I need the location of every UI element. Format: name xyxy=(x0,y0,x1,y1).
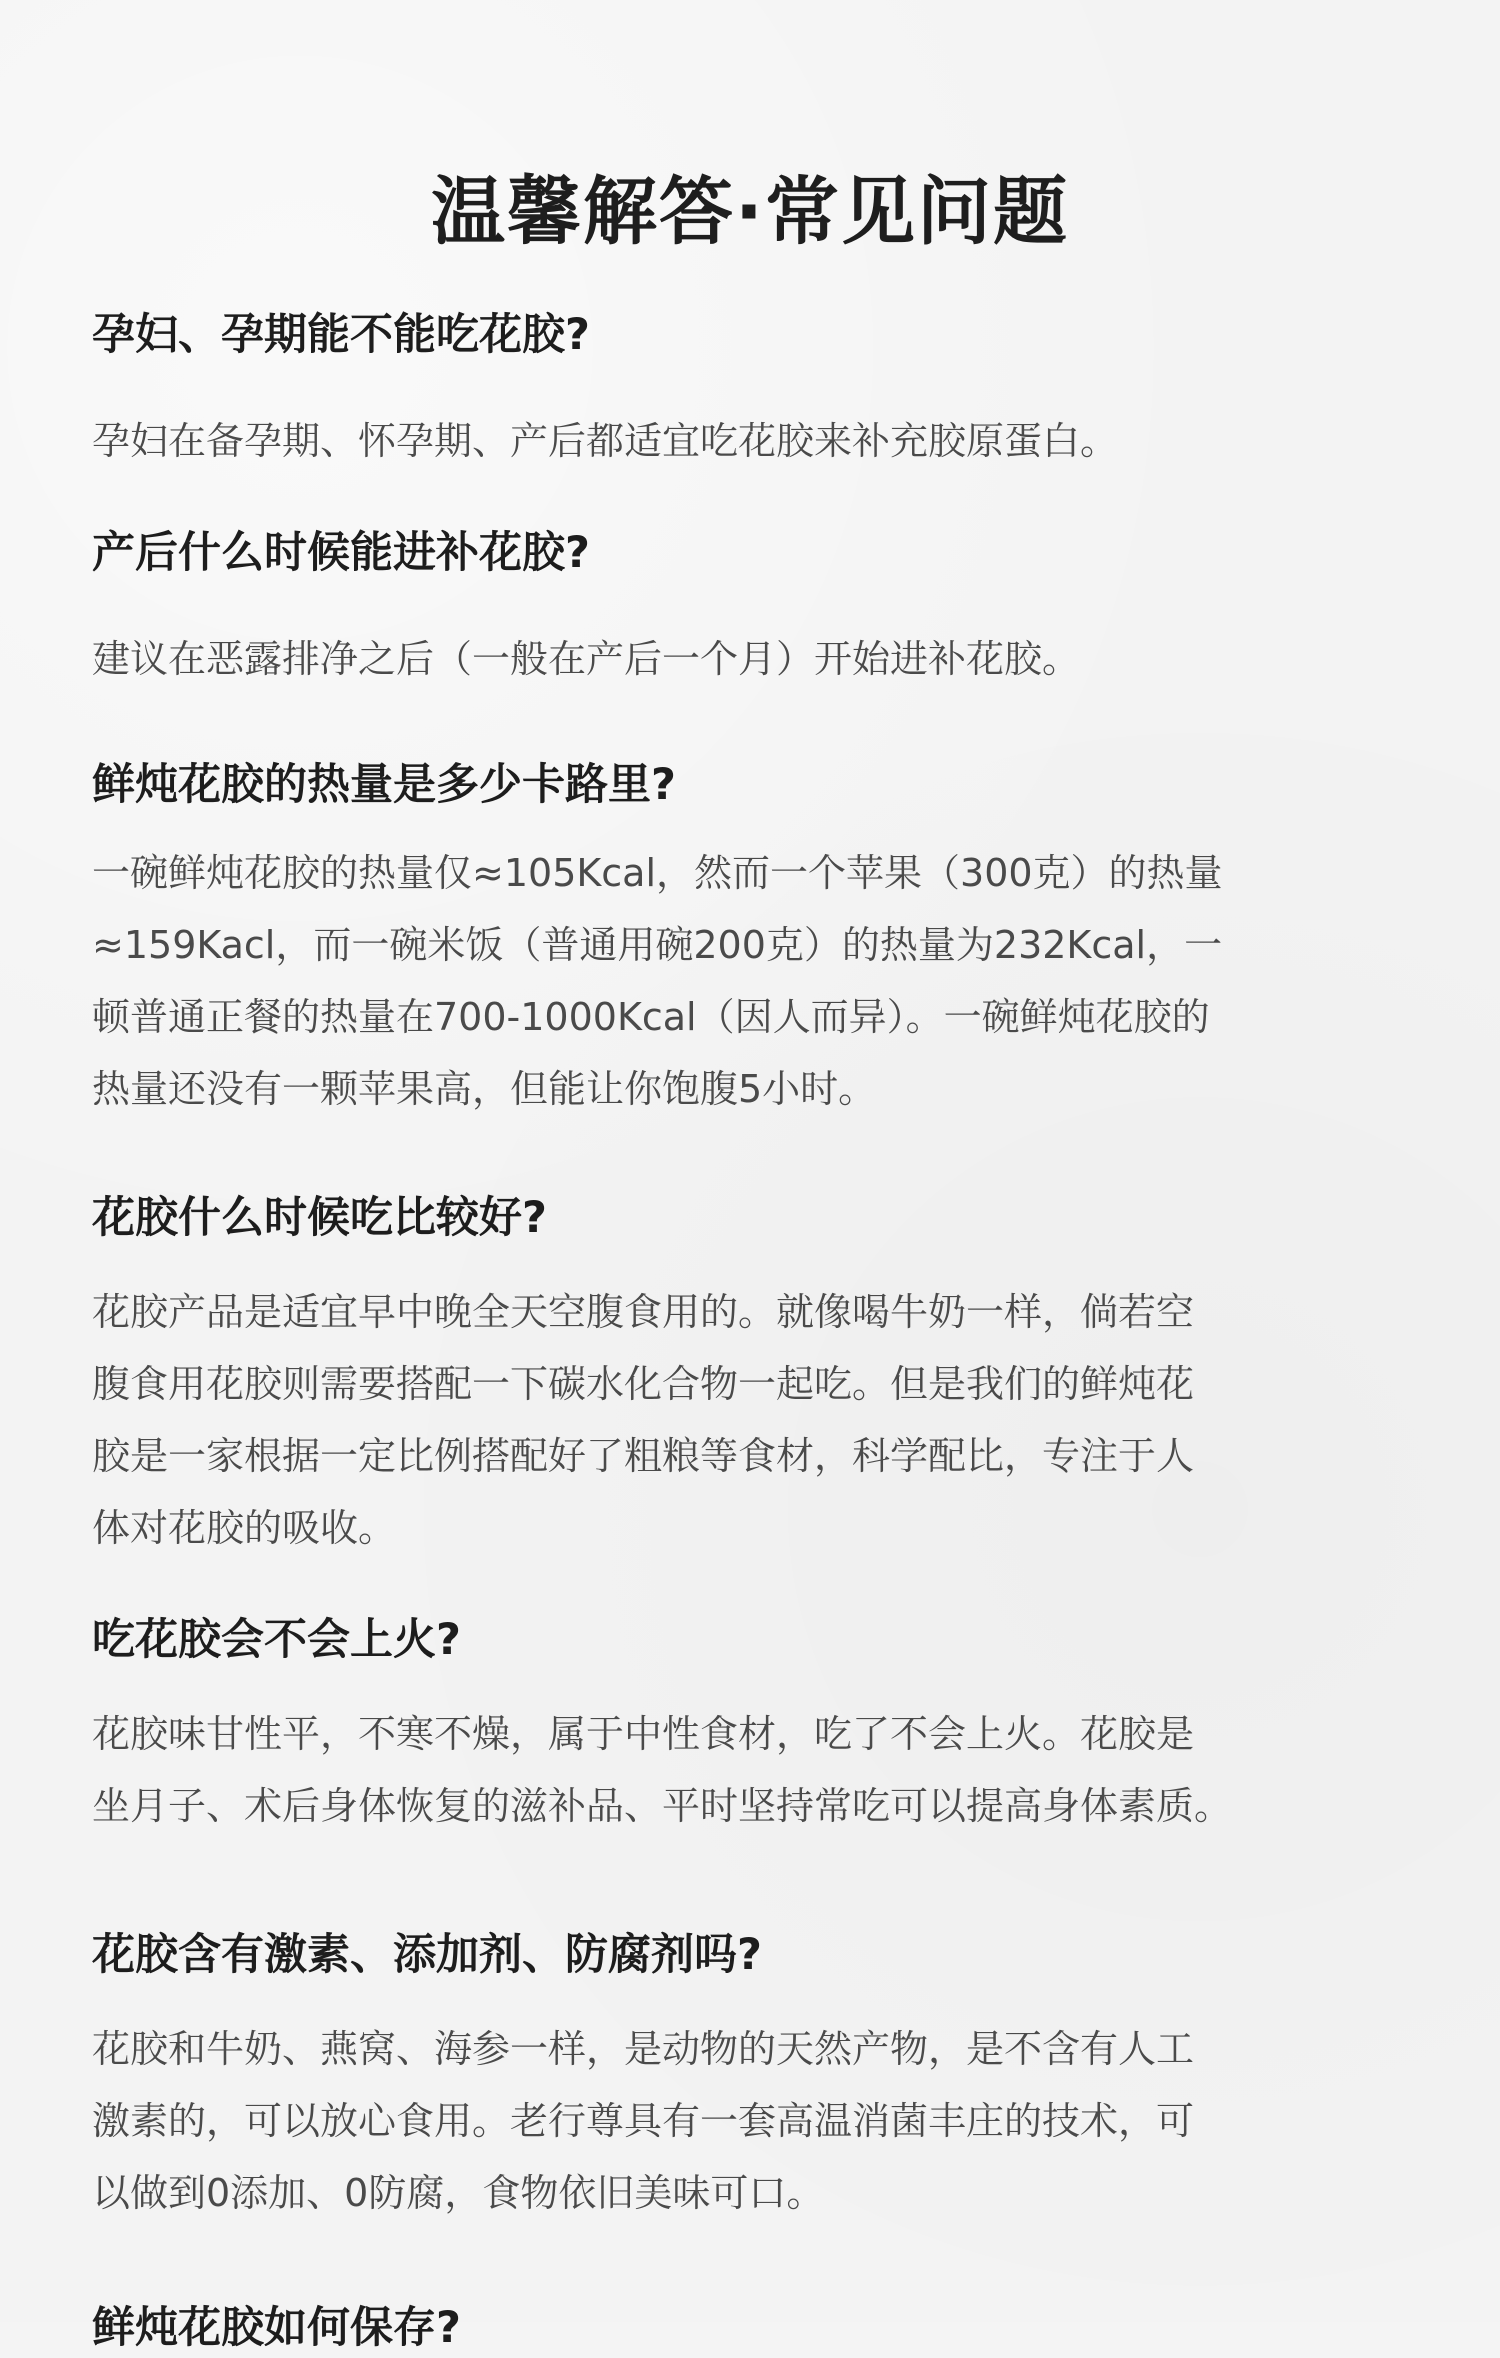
faq-question: 鲜炖花胶如何保存? xyxy=(92,2303,461,2353)
faq-answer-line: 激素的，可以放心食用。老行尊具有一套高温消菌丰庄的技术，可 xyxy=(92,2099,1195,2143)
faq-question: 花胶含有激素、添加剂、防腐剂吗? xyxy=(92,1930,762,1980)
faq-answer-line: 一碗鲜炖花胶的热量仅≈105Kcal，然而一个苹果（300克）的热量 xyxy=(92,851,1223,895)
faq-question: 孕妇、孕期能不能吃花胶? xyxy=(92,310,590,360)
faq-answer xyxy=(92,1698,1422,1842)
faq-answer-line: 热量还没有一颗苹果高，但能让你饱腹5小时。 xyxy=(92,1067,877,1111)
faq-answer-line: 以做到0添加、0防腐，食物依旧美味可口。 xyxy=(92,2171,825,2215)
faq-item xyxy=(92,2298,1422,2358)
faq-item xyxy=(92,523,1422,695)
faq-answer-line: 花胶产品是适宜早中晚全天空腹食用的。就像喝牛奶一样，倘若空 xyxy=(92,1290,1195,1334)
faq-answer-line: 花胶味甘性平，不寒不燥，属于中性食材，吃了不会上火。花胶是 xyxy=(92,1712,1195,1756)
faq-item xyxy=(92,1610,1422,1842)
faq-item xyxy=(92,305,1422,477)
faq-answer-line: 体对花胶的吸收。 xyxy=(92,1506,397,1550)
faq-question: 花胶什么时候吃比较好? xyxy=(92,1193,547,1243)
faq-answer-line: 孕妇在备孕期、怀孕期、产后都适宜吃花胶来补充胶原蛋白。 xyxy=(92,419,1119,463)
faq-answer-line: 腹食用花胶则需要搭配一下碳水化合物一起吃。但是我们的鲜炖花 xyxy=(92,1362,1195,1406)
faq-answer xyxy=(92,2013,1422,2229)
faq-answer-line: 坐月子、术后身体恢复的滋补品、平时坚持常吃可以提高身体素质。 xyxy=(92,1784,1233,1828)
faq-answer-line: 顿普通正餐的热量在700-1000Kcal（因人而异）。一碗鲜炖花胶的 xyxy=(92,995,1210,1039)
faq-question: 吃花胶会不会上火? xyxy=(92,1615,461,1665)
faq-question: 鲜炖花胶的热量是多少卡路里? xyxy=(92,760,676,810)
faq-answer-line: ≈159Kacl，而一碗米饭（普通用碗200克）的热量为232Kcal，一 xyxy=(92,923,1223,967)
faq-item xyxy=(92,1188,1422,1564)
faq-question: 产后什么时候能进补花胶? xyxy=(92,528,590,578)
page-title: 温馨解答·常见问题 xyxy=(430,168,1070,255)
faq-answer-line: 胶是一家根据一定比例搭配好了粗粮等食材，科学配比，专注于人 xyxy=(92,1434,1195,1478)
faq-answer-line: 建议在恶露排净之后（一般在产后一个月）开始进补花胶。 xyxy=(92,637,1081,681)
faq-answer xyxy=(92,1276,1422,1564)
faq-item xyxy=(92,1925,1422,2229)
faq-answer-line: 花胶和牛奶、燕窝、海参一样，是动物的天然产物，是不含有人工 xyxy=(92,2027,1195,2071)
faq-item xyxy=(92,755,1422,1125)
faq-answer xyxy=(92,837,1422,1125)
faq-answer xyxy=(92,405,1422,477)
faq-answer xyxy=(92,623,1422,695)
